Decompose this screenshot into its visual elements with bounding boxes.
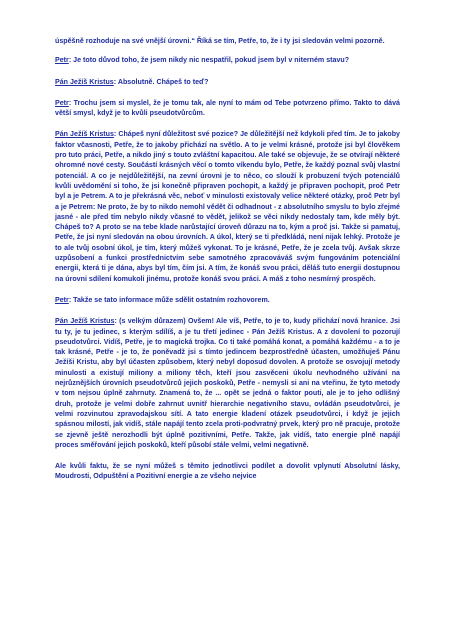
paragraph xyxy=(55,316,400,450)
paragraph xyxy=(55,98,400,119)
speaker-name: Petr xyxy=(55,98,69,107)
paragraph-text: : Je toto důvod toho, že jsem nikdy nic nespatřil, pokud jsem byl v niterném stavu? xyxy=(68,56,350,65)
paragraph-text: : Takže se tato informace může sdělit ostatním rozhovorem. xyxy=(68,295,270,304)
speaker-name: Petr xyxy=(55,56,69,65)
paragraph-text: : Trochu jsem si myslel, že je tomu tak, ale nyní to mám od Tebe potvrzeno přímo. Takto to dává větší smysl, když je to kvůli pseudotvůrcům. xyxy=(55,98,400,118)
paragraph-text: Ale kvůli faktu, že se nyní můžeš s těmito jednotlivci podílet a dovolit vplynutí Absolutní lásky, Moudrosti, Odpuštění a Pozitivní energie a ze všeho nejvice xyxy=(55,462,400,481)
speaker-name: Pán Ježíš Kristus xyxy=(55,317,115,326)
paragraph xyxy=(55,129,400,283)
paragraph xyxy=(55,36,400,46)
speaker-name: Pán Ježíš Kristus xyxy=(55,77,114,86)
paragraph-text: : Absolutně. Chápeš to teď? xyxy=(113,77,209,86)
paragraph-text: : (s velkým důrazem) Ovšem! Ale víš, Petře, to je to, kudy přichází nová hranice. Jsi tu ty, je tu jedinec, s kterým sdílíš, a je tu třetí jedinec - Pán Ježíš Kristus. A z dovolení to pozorují pseudotvůrci. Vidíš, Petře, je to magická trojka. Co ti také pomáhá konat, a pomáhá každému - a to je tak krásné, Petře - je to, že poněvadž jsi s tímto jedincem bezprostředně účasten, umožňuješ Pánu Ježíši Kristu, aby byl účasten způsobem, který nebyl doposud dovolen. A protože se osvojují metody minulosti a existují miliony a miliony těch, kteří jsou zasvěceni úkolu nevhodného užívání na nejrůznějších úrovních pseudotvůrců jejich poskoků, Petře - nemysli si ani na vteřinu, že tyto metody v tom nejsou úplně zahrnuty. Znamená to, že ... opět se jedná o faktor pouti, ale je to jeho odlišný druh, protože je velmi dobře zahrnut uvnitř hierarchie negativního stavu, ovládán pseudotvůrci, je velmi rozvinutou zpravodajskou sítí. A tato energie kladení otázek pseudotvůrci, i když je jejich spásnou milostí, jak vidíš, stále napájí tento zcela proti-podvratný prvek, který pro ně pracuje, protože se zjevně ještě nerozhodli být úplně pozitivními, Petře. Takže, jak vidíš, tato energie plně napájí proces směřování jejich poskoků, kteří působí stále velmi, velmi negativně. xyxy=(55,317,401,449)
speaker-name: Pán Ježíš Kristus xyxy=(55,130,114,139)
paragraph xyxy=(55,55,400,65)
paragraph xyxy=(55,77,400,87)
paragraph xyxy=(55,461,400,482)
paragraph-text: úspěšně rozhoduje na své vnější úrovni.“ Říká se tím, Petře, to, že i ty jsi sledován velmi pozorně. xyxy=(55,37,385,45)
paragraph xyxy=(55,295,400,305)
paragraph-text: : Chápeš nyní důležitost své pozice? Je důležitější než kdykoli před tím. Je to jakoby faktor včasnosti, Petře, že to jakoby přichází na světlo. A to je velmi krásné, protože jsi byl člověkem pro tuto práci, Petře, a nikdo jiný s touto zvláštní kapacitou. Ale také se objevuje, že se otvírají některé ohromné nové cesty. Součástí krásných věcí o tomto víkendu bylo, Petře, že každý poznal svůj vlastní potenciál. A co je nejdůležitější, na zevní úrovni je to něco, co slouží k probuzení tvých potenciálů kvůli uvědomění si toho, že jsi konečně připraven pochopit, a každý je připraven pochopit, proč Petr byl a je Petrem. A to je překrásná věc, neboť v minulosti existovaly velice některé otázky, proč Petr byl a je Petrem: Ne proto, že by to nikdo nemohl vědět či odhadnout - z absolutního smyslu to bylo zřejmé jasné - ale před tím nebylo nikdy včasné to vědět, jelikož se věci nikdy nedostaly tam, kde měly být. Chápeš to? A proto se na tebe klade narůstající úroveň důrazu na to, kým a proč jsi. Takže si pamatuj, Petře, že jsi nyní sledován na obou úrovních. A úkol, který se ti předkládá, není nijak lehký. Protože je to ale tvůj osobní úkol, je tím, který můžeš vykonat. To je krásné, Petře, že je zcela tvůj. Avšak skrze uzpůsobení a funkci prostřednictvím sebe samotného zpracováváš svým fungováním potenciální energii, která ti je dána, abys byl tím, čím jsi. A tím, že konáš svou práci, děláš tuto energii dostupnou na úrovni sdílení komukoli jinému, protože konáš svou práci. A máš z toho nesmírný prospěch. xyxy=(55,130,400,283)
speaker-name: Petr xyxy=(55,295,69,304)
